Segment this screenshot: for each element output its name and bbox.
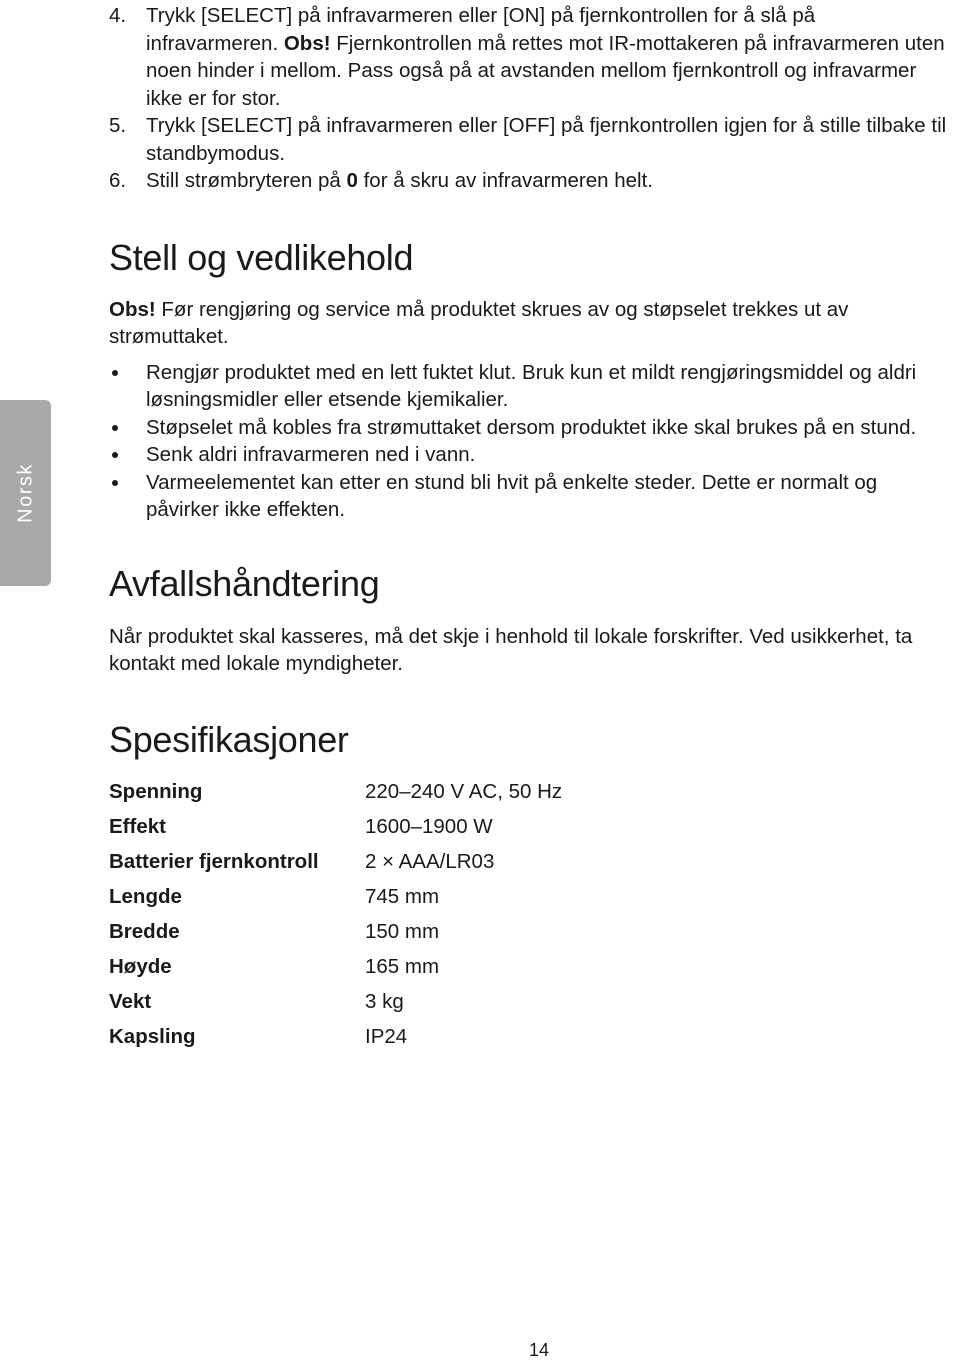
- spec-label: Lengde: [109, 884, 182, 908]
- spec-value: 1600–1900 W: [365, 814, 493, 838]
- care-bullet-item: [109, 414, 949, 442]
- specs-row: [109, 920, 562, 955]
- spec-value: 745 mm: [365, 884, 440, 908]
- care-bullet-list: [109, 359, 949, 524]
- specs-table: [109, 780, 562, 1060]
- step-text-continued: Fjernkontrollen må rettes mot IR-mottakeren på infravarmeren uten noen hinder i mellom. Pass også på at avstanden mellom fjernkontroll og infravarmer ikke er for stor.: [146, 31, 945, 110]
- care-bullet-text: Rengjør produktet med en lett fuktet klut. Bruk kun et mildt rengjøringsmiddel og aldri løsningsmidler eller etsende kjemikalier.: [146, 360, 917, 411]
- care-bullet-item: [109, 359, 949, 414]
- bullet-icon: [112, 480, 118, 486]
- spec-value: 220–240 V AC, 50 Hz: [365, 779, 563, 803]
- step-item: [109, 2, 949, 112]
- specs-heading: Spesifikasjoner: [109, 718, 349, 760]
- care-bullet-item: [109, 469, 949, 524]
- spec-label: Spenning: [109, 779, 203, 803]
- bullet-icon: [112, 425, 118, 431]
- spec-value: IP24: [365, 1024, 408, 1048]
- care-note-text: Før rengjøring og service må produktet skrues av og støpselet trekkes ut av strømuttaket.: [109, 297, 849, 348]
- spec-label: Kapsling: [109, 1024, 196, 1048]
- care-bullet-text: Støpselet må kobles fra strømuttaket dersom produktet ikke skal brukes på en stund.: [146, 415, 917, 439]
- spec-label: Høyde: [109, 954, 172, 978]
- language-side-tab: [0, 400, 51, 586]
- spec-label: Effekt: [109, 814, 166, 838]
- care-bullet-text: Varmeelementet kan etter en stund bli hvit på enkelte steder. Dette er normalt og påvirker ikke effekten.: [146, 470, 878, 521]
- care-bullet-item: [109, 441, 949, 469]
- step-emphasis: Obs!: [283, 31, 331, 55]
- specs-row: [109, 850, 562, 885]
- step-text: Trykk [SELECT] på infravarmeren eller [OFF] på fjernkontrollen igjen for å stille tilbake til standbymodus.: [146, 114, 947, 165]
- specs-row: [109, 955, 562, 990]
- page-number: 14: [528, 1340, 550, 1360]
- spec-label: Batterier fjernkontroll: [109, 849, 319, 873]
- bullet-icon: [112, 370, 118, 376]
- language-tab-label: Norsk: [14, 463, 36, 523]
- care-note: [109, 296, 949, 351]
- specs-row: [109, 1025, 562, 1060]
- step-number: 5.: [109, 114, 127, 137]
- specs-row: [109, 990, 562, 1025]
- care-bullet-text: Senk aldri infravarmeren ned i vann.: [146, 443, 476, 466]
- care-heading: Stell og vedlikehold: [109, 236, 414, 278]
- step-item: [109, 112, 949, 167]
- disposal-heading: Avfallshåndtering: [109, 562, 380, 604]
- step-number: 4.: [109, 4, 127, 27]
- spec-value: 3 kg: [365, 989, 404, 1013]
- spec-label: Vekt: [109, 989, 152, 1013]
- bullet-icon: [112, 452, 118, 458]
- step-text-continued: for å skru av infravarmeren helt.: [357, 169, 653, 192]
- disposal-text: Når produktet skal kasseres, må det skje i henhold til lokale forskrifter. Ved usikkerhet, ta kontakt med lokale myndigheter.: [109, 624, 913, 675]
- page-content: [109, 0, 949, 1060]
- specs-row: [109, 780, 562, 815]
- specs-row: [109, 815, 562, 850]
- care-note-label: Obs!: [109, 297, 156, 321]
- specs-row: [109, 885, 562, 920]
- spec-value: 150 mm: [365, 919, 440, 943]
- step-item: [109, 167, 949, 195]
- step-number: 6.: [109, 169, 127, 192]
- step-emphasis: 0: [346, 169, 358, 192]
- step-text: Still strømbryteren på: [146, 169, 347, 192]
- spec-value: 165 mm: [365, 954, 440, 978]
- spec-value: 2 × AAA/LR03: [365, 849, 495, 873]
- spec-label: Bredde: [109, 919, 180, 943]
- step-text: Trykk [SELECT] på infravarmeren eller [ON] på fjernkontrollen for å slå på infravarmeren.: [146, 4, 816, 55]
- instruction-steps: [109, 2, 949, 195]
